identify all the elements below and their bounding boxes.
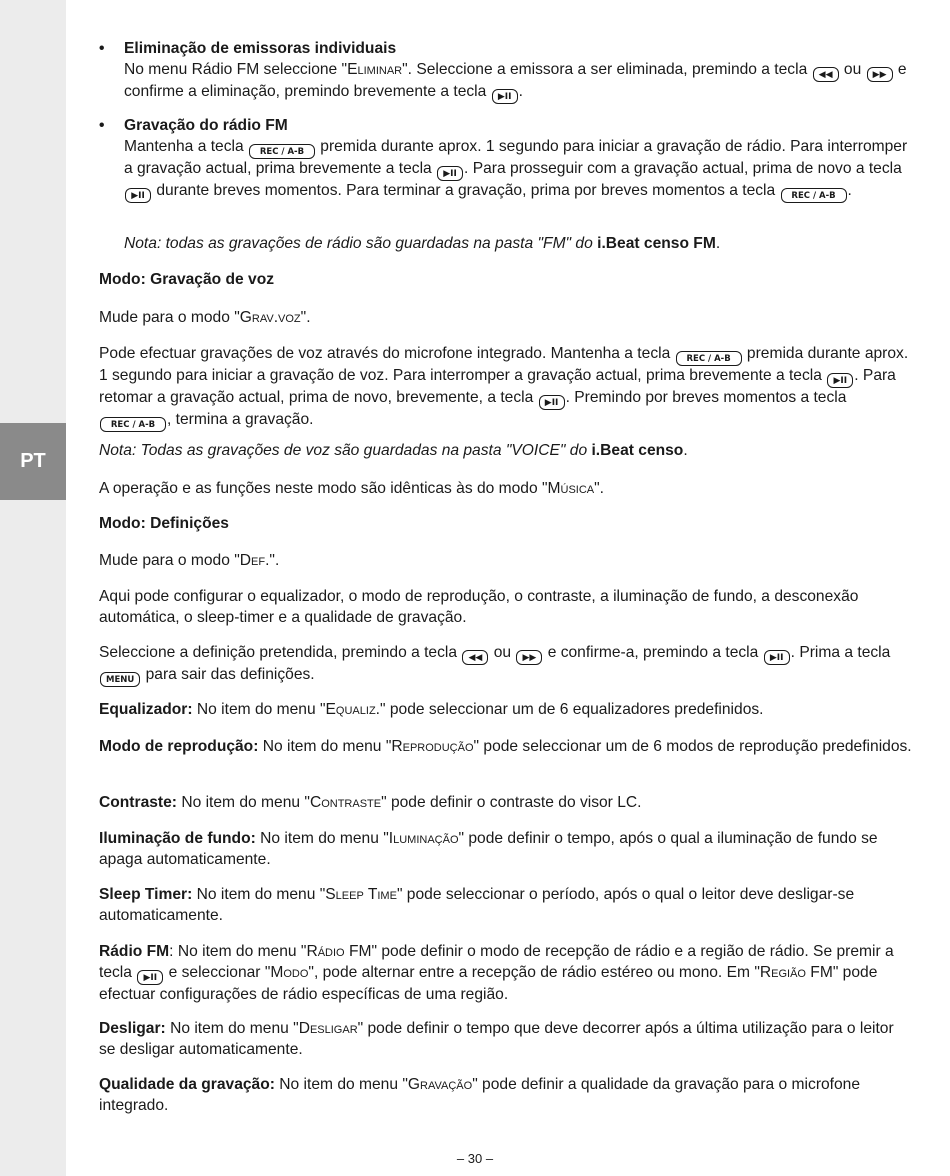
sidebar (0, 0, 66, 1176)
voice-heading: Modo: Gravação de voz (99, 271, 275, 288)
language-label: PT (20, 450, 46, 473)
play-pause-key-icon: ▶II (764, 650, 790, 665)
play-pause-key-icon: ▶II (492, 89, 518, 104)
power-off-item: Desligar: No item do menu "Desligar" pode definir o tempo que deve decorrer após a última utilização para o leitor se desligar automaticamente. (99, 1020, 894, 1058)
bullet: • (99, 40, 105, 57)
settings-heading: Modo: Definições (99, 515, 229, 532)
play-pause-key-icon: ▶II (125, 188, 151, 203)
rec-ab-key-icon: REC / A-B (781, 188, 847, 203)
voice-instructions: Pode efectuar gravações de voz através do microfone integrado. Mantenha a tecla REC / A-B premida durante aprox. 1 segundo para iniciar a gravação de voz. Para interromper a gravação actual, prima brevemente a tecla ▶II . Para retomar a gravação actual, prima de novo, brevemente, a tecla ▶II . Premindo por breves momentos a tecla REC / A-B , termina a gravação. (99, 345, 909, 430)
fm-record-note: Nota: todas as gravações de rádio são guardadas na pasta "FM" do i.Beat censo FM. (124, 235, 721, 252)
play-pause-key-icon: ▶II (827, 373, 853, 388)
fm-record-text: Mantenha a tecla REC / A-B premida durante aprox. 1 segundo para iniciar a gravação de rádio. Para interromper a gravação actual, prima brevemente a tecla ▶II . Para prosseguir com a gravação actual, prima de novo a tecla ▶II durante breves momentos. Para terminar a gravação, prima por breves momentos a tecla REC / A-B . (124, 137, 908, 201)
fm-delete-text: No menu Rádio FM seleccione "Eliminar". Seleccione a emissora a ser eliminada, premindo a tecla ◀◀ ou ▶▶ e confirme a eliminação, premindo brevemente a tecla ▶II . (124, 60, 907, 102)
bullet: • (99, 117, 105, 134)
playback-mode-item: Modo de reprodução: No item do menu "Reprodução" pode seleccionar um de 6 modos de reprodução predefinidos. (99, 738, 912, 755)
contrast-item: Contraste: No item do menu "Contraste" pode definir o contraste do visor LC. (99, 794, 642, 811)
rec-ab-key-icon: REC / A-B (249, 144, 315, 159)
recording-quality-item: Qualidade da gravação: No item do menu "Gravação" pode definir a qualidade da gravação para o microfone integrado. (99, 1076, 861, 1114)
fm-record-title: Gravação do rádio FM (124, 117, 288, 134)
rewind-key-icon: ◀◀ (462, 650, 488, 665)
fm-delete-title: Eliminação de emissoras individuais (124, 40, 397, 57)
rec-ab-key-icon: REC / A-B (100, 417, 166, 432)
settings-intro: Aqui pode configurar o equalizador, o modo de reprodução, o contraste, a iluminação de fundo, a desconexão automática, o sleep-timer e a qualidade de gravação. (99, 588, 859, 626)
voice-switch-text: Mude para o modo "Grav.voz". (99, 309, 311, 326)
menu-key-icon: MENU (100, 672, 140, 687)
play-pause-key-icon: ▶II (539, 395, 565, 410)
play-pause-key-icon: ▶II (137, 970, 163, 985)
settings-switch-text: Mude para o modo "Def.". (99, 552, 280, 569)
equalizer-item: Equalizador: No item do menu "Equaliz." pode seleccionar um de 6 equalizadores predefinidos. (99, 701, 764, 718)
page-number: – 30 – (456, 1151, 494, 1166)
fast-forward-key-icon: ▶▶ (516, 650, 542, 665)
rewind-key-icon: ◀◀ (813, 67, 839, 82)
fm-record-section (124, 116, 914, 203)
rec-ab-key-icon: REC / A-B (676, 351, 742, 366)
fm-radio-item: Rádio FM: No item do menu "Rádio FM" pode definir o modo de recepção de rádio e a região de rádio. Se premir a tecla ▶II e seleccionar "Modo", pode alternar entre a recepção de rádio estéreo ou mono. Em "Região FM" pode efectuar configurações de rádio específicas de uma região. (99, 943, 894, 1003)
fm-delete-section (124, 39, 914, 104)
backlight-item: Iluminação de fundo: No item do menu "Iluminação" pode definir o tempo, após o qual a iluminação de fundo se apaga automaticamente. (99, 830, 878, 868)
voice-same-text: A operação e as funções neste modo são idênticas às do modo "Música". (99, 480, 604, 497)
fast-forward-key-icon: ▶▶ (867, 67, 893, 82)
language-tab (0, 423, 66, 500)
sleep-timer-item: Sleep Timer: No item do menu "Sleep Time" pode seleccionar o período, após o qual o leitor deve desligar-se automaticamente. (99, 886, 855, 924)
voice-note: Nota: Todas as gravações de voz são guardadas na pasta "VOICE" do i.Beat censo. (99, 442, 688, 459)
settings-select-text: Seleccione a definição pretendida, premindo a tecla ◀◀ ou ▶▶ e confirme-a, premindo a tecla ▶II . Prima a tecla MENU para sair das definições. (99, 644, 891, 685)
play-pause-key-icon: ▶II (437, 166, 463, 181)
